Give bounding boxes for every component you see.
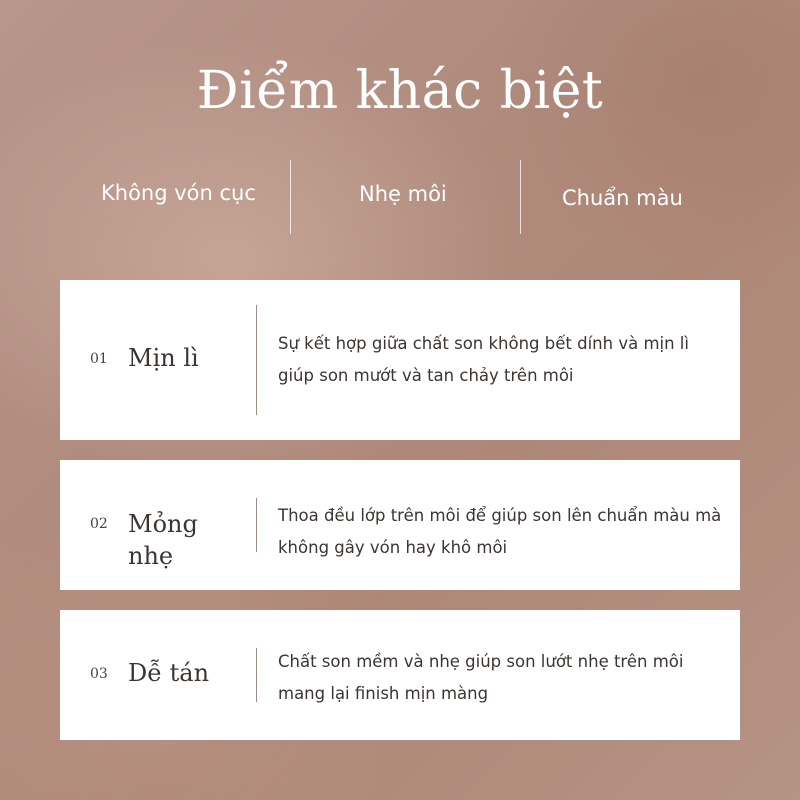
card-number: 03 — [90, 666, 108, 682]
card-description: Thoa đều lớp trên môi để giúp son lên chuẩn màu mà không gây vón hay khô môi — [278, 506, 722, 557]
feature-divider — [520, 160, 521, 234]
card-divider — [256, 305, 257, 415]
feature-card-1 — [60, 280, 740, 440]
feature-true-color: Chuẩn màu — [562, 186, 683, 210]
card-number: 02 — [90, 516, 108, 532]
card-number: 01 — [90, 351, 108, 367]
card-title: Dễ tán — [128, 659, 210, 687]
card-divider — [256, 498, 257, 552]
feature-highlights — [60, 160, 740, 234]
card-title: Mịn lì — [128, 344, 199, 372]
card-divider — [256, 648, 257, 702]
card-description: Sự kết hợp giữa chất son không bết dính và mịn lì giúp son mướt và tan chảy trên môi — [278, 334, 689, 385]
feature-no-clumping: Không vón cục — [101, 181, 256, 205]
feature-card-3 — [60, 610, 740, 740]
page-title: Điểm khác biệt — [196, 61, 604, 121]
feature-divider — [290, 160, 291, 234]
feature-card-2 — [60, 460, 740, 590]
card-title: Mỏng nhẹ — [128, 510, 198, 570]
feature-lightweight: Nhẹ môi — [359, 182, 447, 206]
card-description: Chất son mềm và nhẹ giúp son lướt nhẹ trên môi mang lại finish mịn màng — [278, 652, 684, 703]
